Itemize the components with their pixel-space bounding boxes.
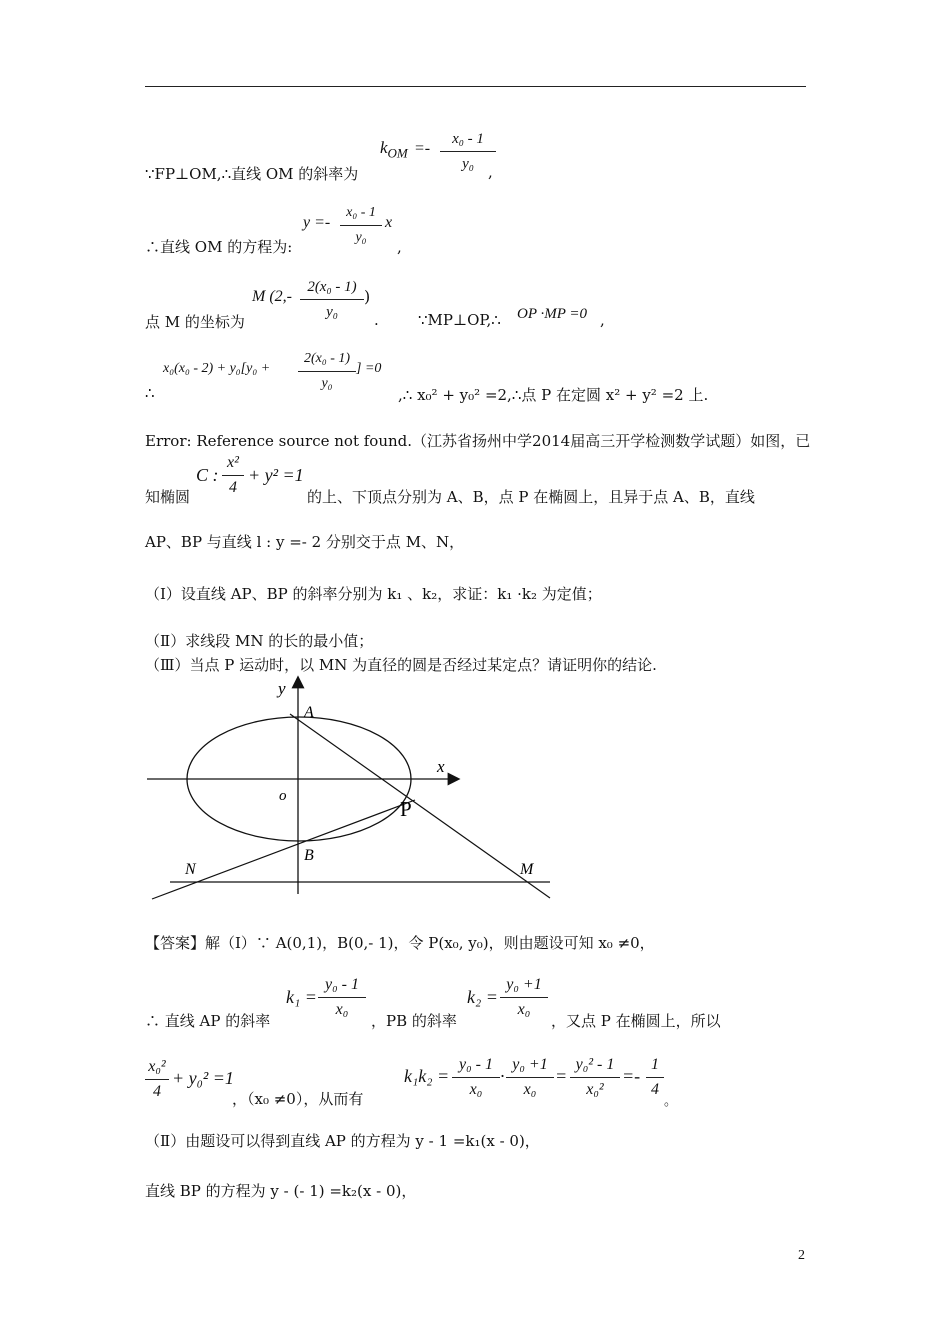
line2-lhs: y =- [303,214,331,231]
k1k2-end: 。 [664,1094,678,1109]
label-y: y [278,679,286,698]
k1-lhs: k₁ = [286,987,317,1007]
k1k2-frac2: y₀ +1 x₀ [506,1054,554,1101]
label-x: x [437,757,445,776]
line3-end: , [600,311,605,329]
answer-line4: 直线 BP 的方程为 y - (- 1) =k₂(x - 0)， [145,1182,417,1200]
line4-expr: x₀(x₀ - 2) + y₀[y₀ + [163,361,271,376]
k1k2-eq2: =- [622,1066,641,1086]
ellipse-lhs: C : [196,465,219,485]
line4-therefore: ∴ [145,384,155,402]
question-1: （Ⅰ）设直线 AP、BP 的斜率分别为 k₁ 、k₂，求证：k₁ ·k₂ 为定值； [145,585,602,603]
k1k2-eq: = [555,1066,568,1086]
ellipse-eq-paren: ，（x₀ ≠0），从而有 [232,1090,364,1108]
line2-x: x [385,214,393,231]
line3-text: 点 M 的坐标为 [145,313,245,331]
k1-fraction: y₀ - 1 x₀ [318,974,366,1021]
k1k2-dot: · [500,1066,505,1086]
line-AP [290,714,550,898]
line1-eq: =- [414,140,431,157]
label-N: N [185,861,196,878]
line4-fraction: 2(x₀ - 1) y₀ [298,348,356,395]
line3-pre: M (2,- [252,288,292,305]
line4-conclusion: ,∴ x₀² + y₀² =2,∴点 P 在定圆 x² + y² =2 上. [398,386,709,404]
k1k2-frac3: y₀² - 1 x₀² [570,1054,620,1101]
problem-line2: AP、BP 与直线 l : y =- 2 分别交于点 M、N， [145,533,465,551]
answer-line2-mid: ，PB 的斜率 [371,1012,457,1030]
label-B: B [304,847,314,864]
line3-fraction: 2(x₀ - 1) y₀ [300,276,364,323]
line3-vector-dot: OP ·MP =0 [517,306,587,322]
ellipse-eq-fraction: x₀² 4 [145,1056,169,1103]
header-rule [145,86,806,87]
label-A: A [304,704,314,721]
label-M: M [520,861,534,878]
k2-fraction: y₀ +1 x₀ [500,974,548,1021]
k1k2-frac4: 1 4 [646,1054,664,1101]
question-3: （Ⅲ）当点 P 运动时，以 MN 为直径的圆是否经过某定点？请证明你的结论. [145,656,657,674]
line3-mp-perp: ∵MP⊥OP,∴ [418,311,501,329]
problem-intro: Error: Reference source not found.（江苏省扬州中学2014届高三开学检测数学试题）如图，已 [145,432,811,450]
line1-fraction: x₀ - 1 y₀ [440,128,496,175]
k1k2-lhs: k₁k₂ = [404,1066,450,1086]
line3-dot: . [374,311,379,329]
question-2: （Ⅱ）求线段 MN 的长的最小值； [145,632,374,650]
line4-close: ] =0 [356,361,382,376]
line3-close: ) [364,287,371,306]
ellipse-fraction: x² 4 [222,452,244,499]
problem-ellipse-pre: 知椭圆 [145,488,191,506]
line1-k: $k_{OM}$ [380,138,408,161]
ellipse-rhs: + y² =1 [248,465,304,485]
line1-text: ∵FP⊥OM,∴直线 OM 的斜率为 [145,165,359,183]
k1k2-frac1: y₀ - 1 x₀ [452,1054,500,1101]
page-number: 2 [798,1248,805,1263]
line1-end: , [488,163,493,181]
line2-fraction: x₀ - 1 y₀ [340,202,382,249]
answer-line1: 【答案】解（Ⅰ）∵ A(0,1)，B(0,- 1)，令 P(x₀, y₀)，则由题设可知 x₀ ≠0， [145,934,655,952]
line2-end: , [397,238,402,256]
label-O: o [279,788,287,804]
problem-ellipse-post: 的上、下顶点分别为 A、B，点 P 在椭圆上，且异于点 A、B，直线 [307,488,755,506]
line2-text: ∴直线 OM 的方程为: [145,238,293,256]
ellipse-figure [140,672,570,910]
answer-line3: （Ⅱ）由题设可以得到直线 AP 的方程为 y - 1 =k₁(x - 0)， [145,1132,540,1150]
ellipse-eq-rest: + y₀² =1 [172,1068,234,1088]
answer-line2-pre: ∴ 直线 AP 的斜率 [145,1012,271,1030]
k2-lhs: k₂ = [467,987,498,1007]
line-BP [152,800,415,899]
answer-line2-post: ，又点 P 在椭圆上，所以 [551,1012,721,1030]
label-P: P [400,797,412,821]
